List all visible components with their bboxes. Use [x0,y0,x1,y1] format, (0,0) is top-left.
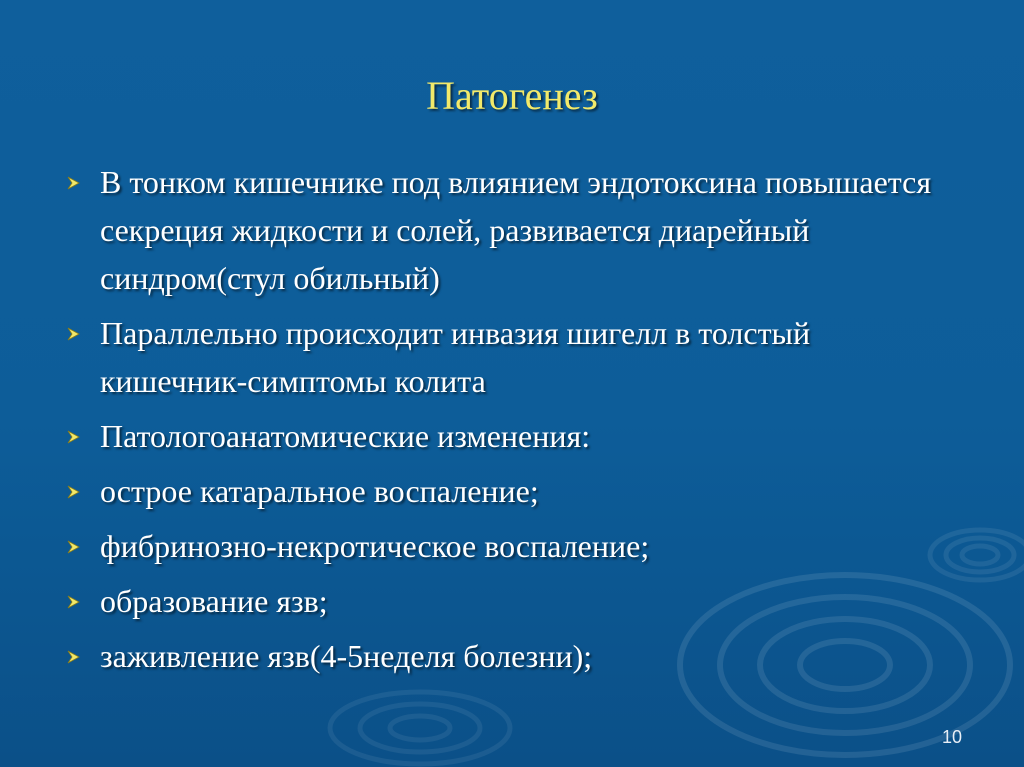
bullet-text: образование язв; [100,583,328,619]
arrow-bullet-icon [66,429,82,445]
page-number: 10 [941,727,962,747]
arrow-bullet-icon [66,539,82,555]
bullet-text: В тонком кишечнике под влиянием эндотоксина повышается секреция жидкости и солей, развивается диарейный синдром(стул обильный) [100,164,932,296]
arrow-bullet-icon [66,649,82,665]
arrow-bullet-icon [66,175,82,191]
bullet-item [62,632,962,680]
arrow-bullet-icon [66,484,82,500]
bullet-item [62,522,962,570]
arrow-bullet-icon [66,326,82,342]
bullet-item [62,577,962,625]
bullet-item [62,158,962,302]
arrow-bullet-icon [66,594,82,610]
bullet-text: заживление язв(4-5неделя болезни); [100,638,593,674]
bullet-text: Параллельно происходит инвазия шигелл в толстый кишечник-симптомы колита [100,315,811,399]
bullet-list [62,158,962,687]
bullet-text: фибринозно-некротическое воспаление; [100,528,650,564]
bullet-text: Патологоанатомические изменения: [100,418,591,454]
bullet-item [62,412,962,460]
bullet-item [62,309,962,405]
bullet-item [62,467,962,515]
slide-title: Патогенез [426,73,598,118]
bullet-text: острое катаральное воспаление; [100,473,539,509]
